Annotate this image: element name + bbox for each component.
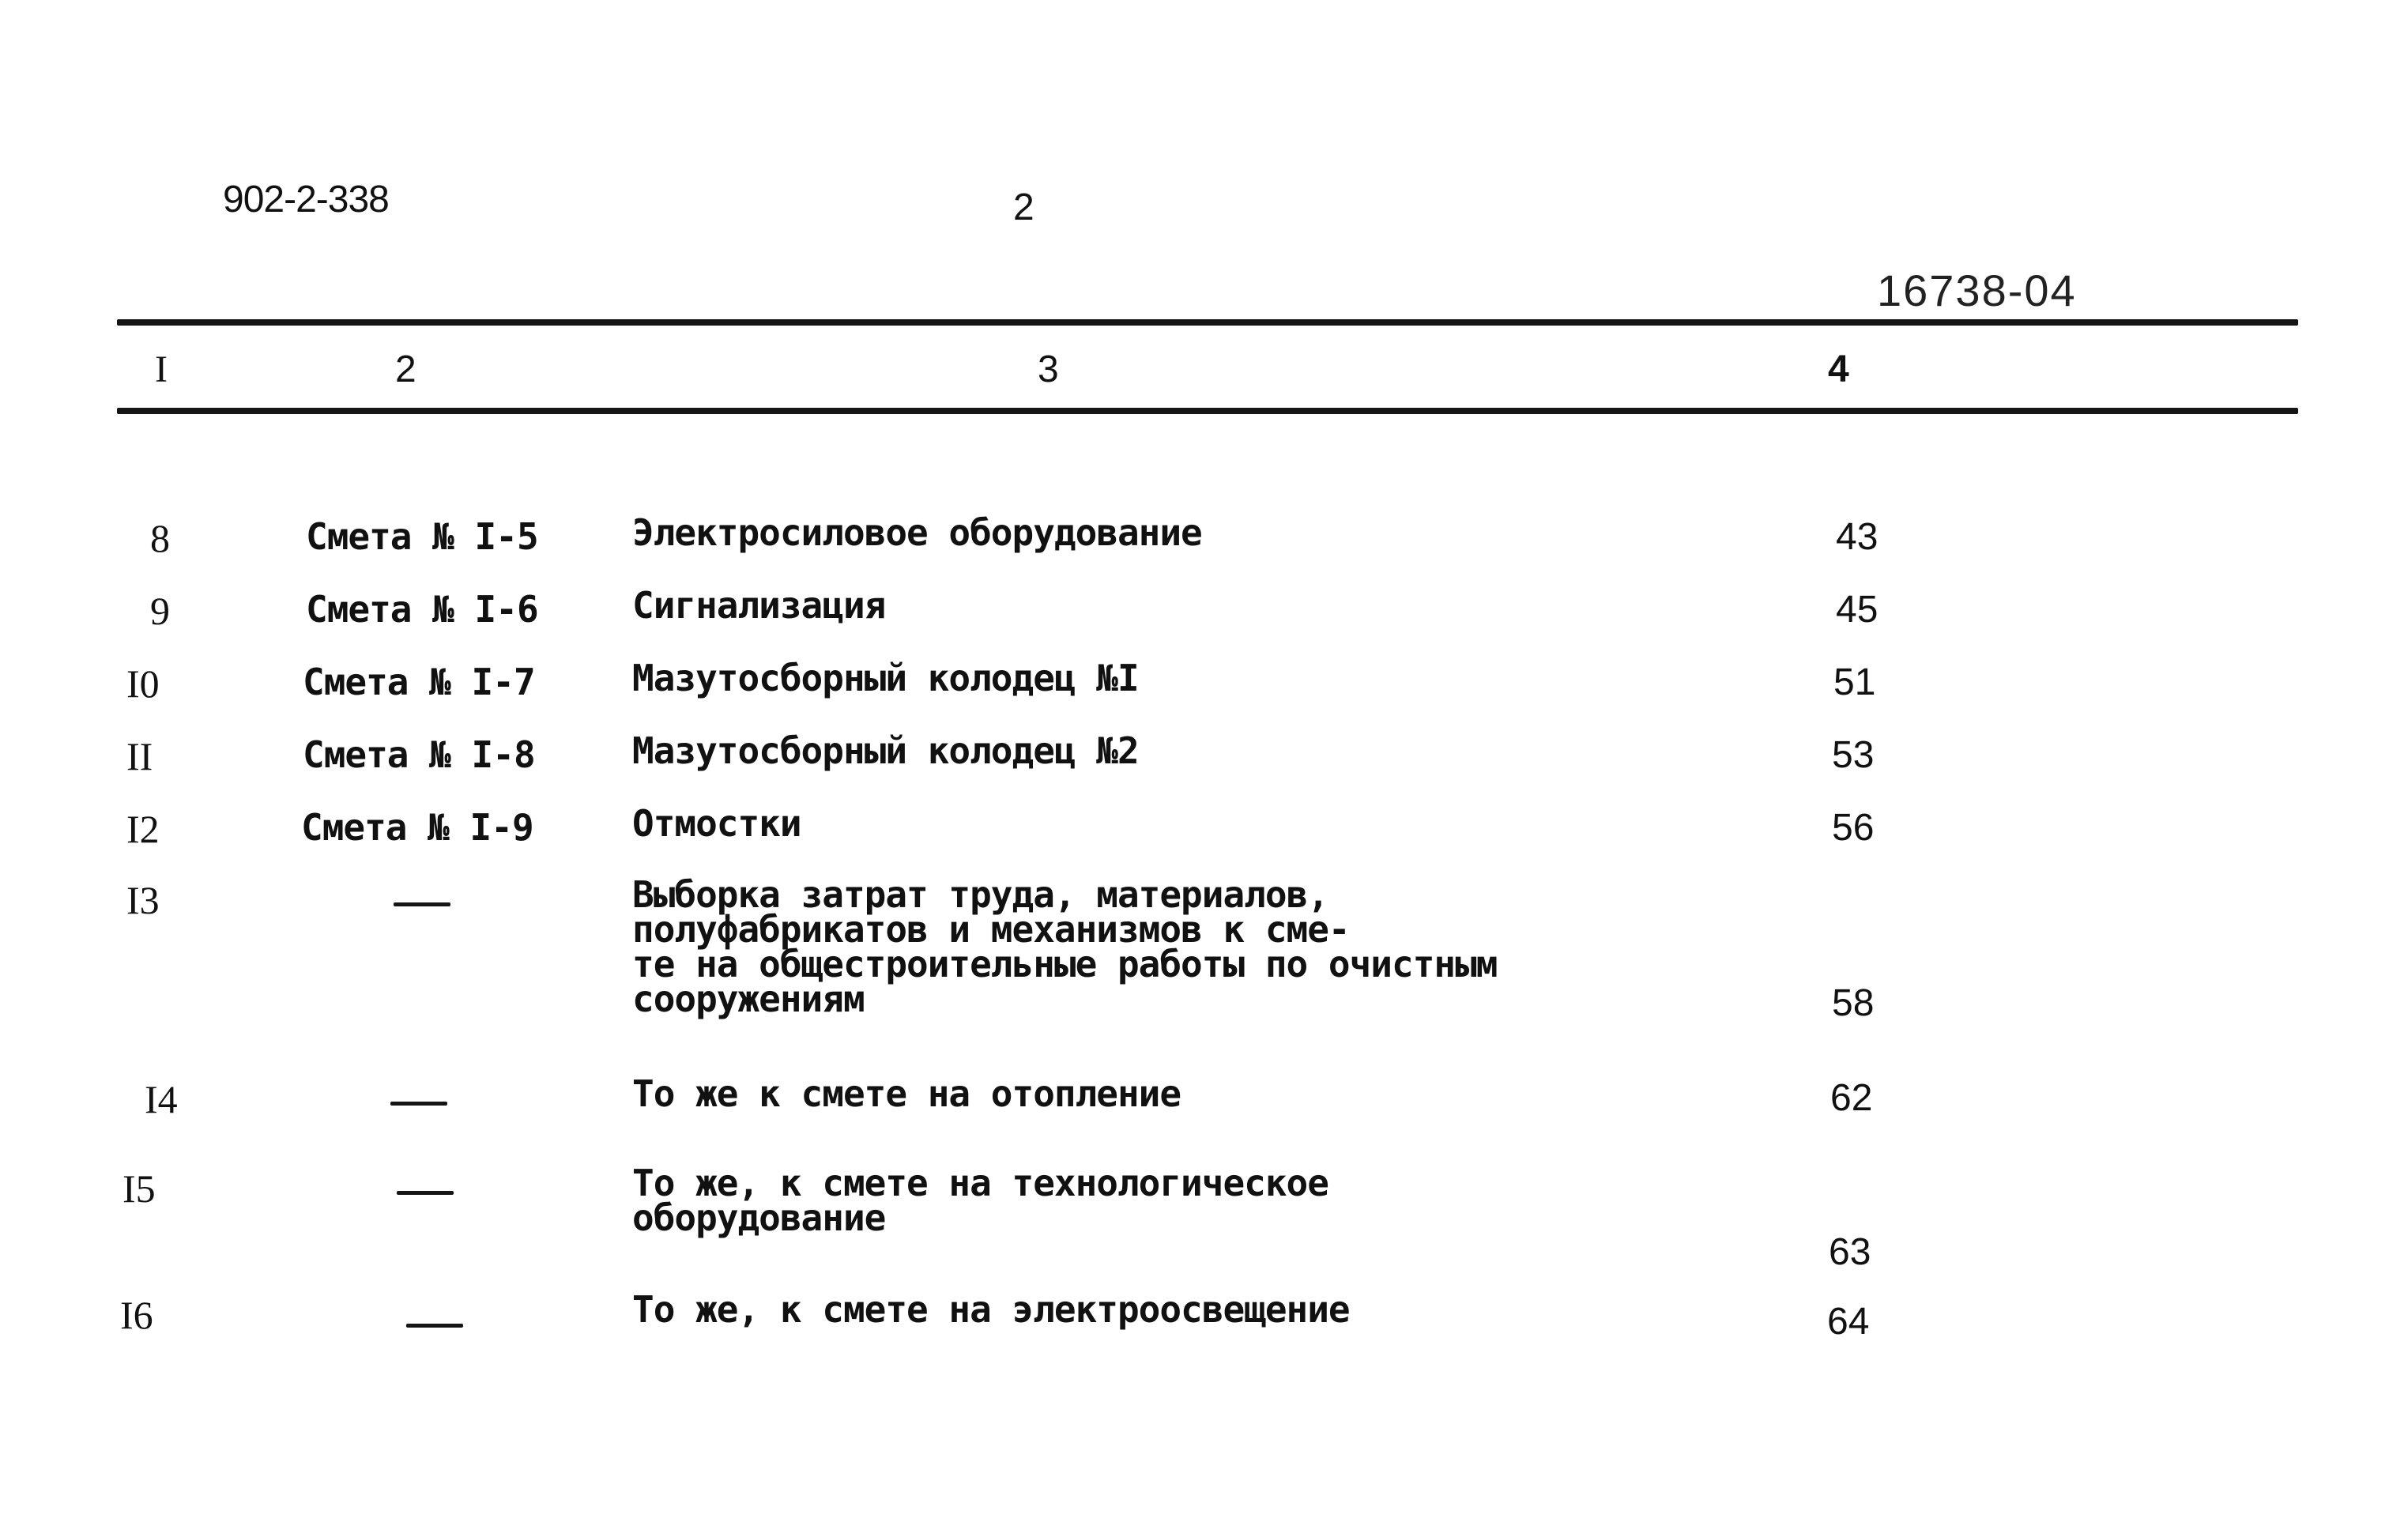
page-reference: 63 bbox=[1829, 1231, 1871, 1273]
column-header-3: 3 bbox=[1038, 348, 1059, 390]
page-reference: 58 bbox=[1832, 982, 1875, 1024]
page-reference: 51 bbox=[1833, 661, 1876, 703]
description-line: Мазутосборный колодец №I bbox=[632, 657, 1139, 699]
row-number: II bbox=[126, 734, 153, 778]
page-reference: 56 bbox=[1832, 807, 1875, 849]
row-number: I4 bbox=[145, 1077, 178, 1121]
item-description bbox=[632, 657, 1139, 699]
estimate-reference: Смета № I-5 bbox=[306, 515, 538, 558]
estimate-reference: Смета № I-6 bbox=[306, 588, 538, 631]
column-header-4: 4 bbox=[1828, 348, 1849, 390]
description-line: Выборка затрат труда, материалов, bbox=[632, 873, 1328, 916]
column-header-2: 2 bbox=[395, 348, 416, 390]
description-line: То же к смете на отопление bbox=[632, 1072, 1181, 1115]
empty-reference-dash bbox=[406, 1324, 463, 1328]
archive-number: 16738-04 bbox=[1877, 266, 2077, 315]
description-line: Сигнализация bbox=[632, 584, 886, 627]
item-description bbox=[632, 802, 801, 845]
item-description bbox=[632, 1288, 1350, 1331]
row-number: 9 bbox=[150, 589, 170, 633]
table-header-rule bbox=[117, 408, 2298, 414]
description-line: Отмостки bbox=[632, 802, 801, 845]
row-number: I5 bbox=[122, 1166, 156, 1211]
item-description bbox=[632, 873, 1498, 1020]
row-number: I0 bbox=[126, 661, 160, 706]
estimate-reference: Смета № I-9 bbox=[301, 806, 533, 849]
empty-reference-dash bbox=[394, 902, 450, 906]
estimate-reference: Смета № I-7 bbox=[303, 661, 535, 703]
description-line: Электросиловое оборудование bbox=[632, 511, 1202, 554]
column-header-1: I bbox=[155, 348, 168, 390]
description-line: те на общестроительные работы по очистным bbox=[632, 943, 1498, 985]
row-number: 8 bbox=[150, 516, 170, 560]
row-number: I3 bbox=[126, 878, 160, 922]
item-description bbox=[632, 511, 1202, 554]
page-reference: 64 bbox=[1827, 1301, 1870, 1343]
page-reference: 43 bbox=[1836, 516, 1879, 558]
empty-reference-dash bbox=[390, 1102, 447, 1106]
item-description bbox=[632, 729, 1139, 772]
item-description bbox=[632, 584, 886, 627]
item-description bbox=[632, 1072, 1181, 1115]
description-line: Мазутосборный колодец №2 bbox=[632, 729, 1139, 772]
estimate-reference: Смета № I-8 bbox=[303, 733, 535, 776]
page-reference: 53 bbox=[1832, 734, 1875, 776]
page-number: 2 bbox=[1013, 186, 1034, 228]
item-description bbox=[632, 1162, 1328, 1239]
empty-reference-dash bbox=[397, 1191, 454, 1195]
page-reference: 62 bbox=[1830, 1077, 1873, 1119]
table-top-rule bbox=[117, 319, 2298, 326]
document-code: 902-2-338 bbox=[223, 179, 389, 220]
description-line: То же, к смете на технологическое bbox=[632, 1162, 1328, 1204]
description-line: То же, к смете на электроосвещение bbox=[632, 1288, 1350, 1331]
description-line: полуфабрикатов и механизмов к сме- bbox=[632, 908, 1350, 951]
page-reference: 45 bbox=[1836, 589, 1879, 631]
description-line: оборудование bbox=[632, 1196, 886, 1239]
row-number: I2 bbox=[126, 807, 160, 851]
description-line: сооружениям bbox=[632, 978, 865, 1020]
row-number: I6 bbox=[120, 1293, 153, 1337]
